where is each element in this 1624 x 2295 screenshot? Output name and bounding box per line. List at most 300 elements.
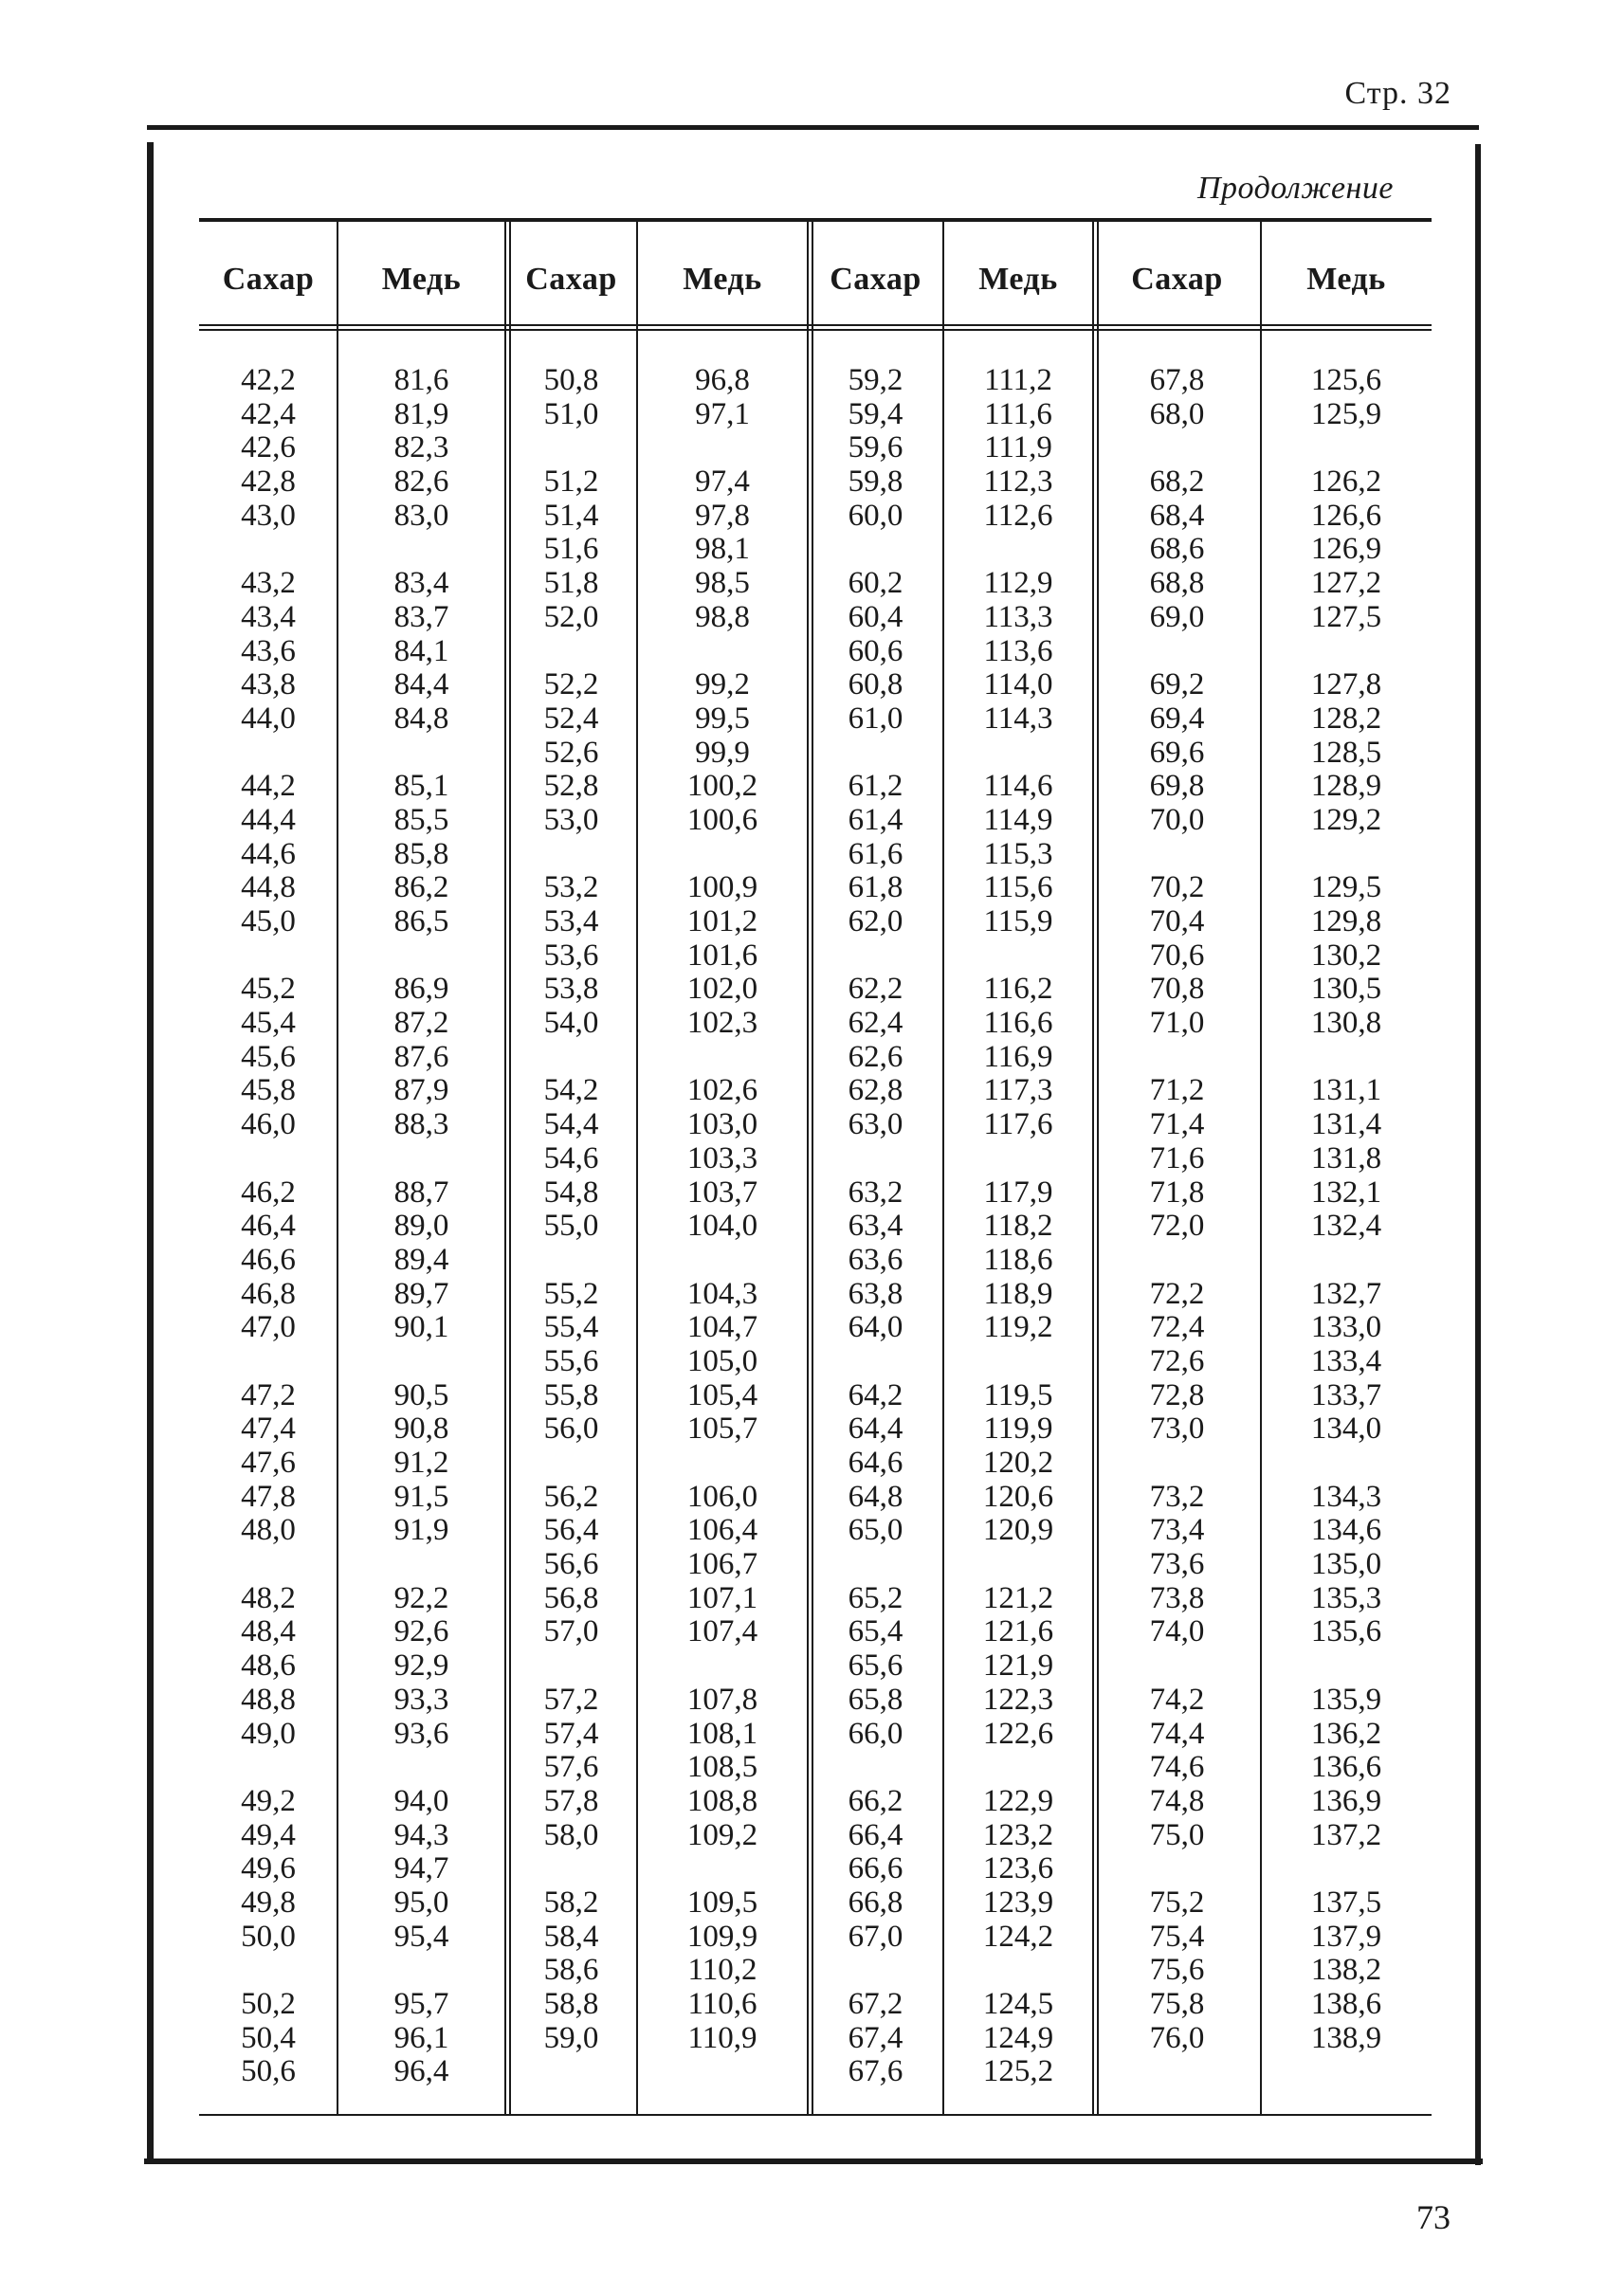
table-cell: 62,8	[848, 1073, 903, 1108]
table-cell: 49,0	[241, 1716, 296, 1751]
table-cell: 71,6	[1149, 1140, 1205, 1175]
table-cell: 118,6	[983, 1242, 1053, 1277]
table-cell: 131,1	[1310, 1073, 1382, 1108]
table-cell: 65,4	[848, 1614, 903, 1649]
table-cell: 120,9	[982, 1513, 1054, 1548]
table-cell: 127,5	[1310, 599, 1382, 634]
table-cell: 65,8	[848, 1682, 903, 1717]
table-cell: 92,2	[393, 1580, 449, 1615]
table-cell: 109,2	[686, 1817, 758, 1852]
table-cell: 43,2	[241, 566, 296, 601]
table-cell: 66,8	[848, 1885, 903, 1920]
table-cell: 89,4	[393, 1242, 449, 1277]
table-cell: 114,9	[983, 802, 1053, 837]
table-cell: 88,3	[393, 1107, 449, 1142]
table-cell: 117,3	[983, 1073, 1053, 1108]
table-cell: 45,6	[241, 1039, 296, 1074]
table-cell: 75,6	[1149, 1953, 1205, 1988]
row-gap	[199, 1751, 338, 1785]
table-cell: 122,6	[982, 1716, 1054, 1751]
table-cell: 94,0	[393, 1783, 449, 1818]
table-cell: 99,2	[695, 667, 750, 702]
table-cell: 52,4	[543, 701, 599, 736]
table-cell: 121,2	[982, 1580, 1054, 1615]
table-cell: 108,8	[686, 1783, 758, 1818]
row-gap	[943, 1548, 1093, 1582]
table-cell: 88,7	[393, 1175, 449, 1210]
table-cell: 73,0	[1149, 1412, 1205, 1447]
table-cell: 75,0	[1149, 1817, 1205, 1852]
column-values	[808, 364, 943, 2089]
table-cell: 55,2	[543, 1276, 599, 1311]
table-column-5	[808, 222, 943, 2114]
table-cell: 57,4	[543, 1716, 599, 1751]
table-cell: 93,3	[393, 1682, 449, 1717]
table-cell: 106,7	[686, 1547, 758, 1582]
table-cell: 66,4	[848, 1817, 903, 1852]
table-cell: 118,2	[983, 1209, 1053, 1244]
table-cell: 71,0	[1149, 1006, 1205, 1041]
frame-top-rule	[147, 125, 1479, 130]
table-cell: 108,1	[686, 1716, 758, 1751]
table-cell: 136,9	[1310, 1783, 1382, 1818]
row-gap	[505, 1649, 637, 1684]
table-cell: 102,0	[686, 972, 758, 1007]
table-cell: 61,2	[848, 769, 903, 804]
table-cell: 50,0	[241, 1919, 296, 1954]
table-cell: 127,2	[1310, 566, 1382, 601]
table-cell: 94,7	[393, 1851, 449, 1886]
table-cell: 129,5	[1310, 870, 1382, 905]
table-cell: 136,2	[1310, 1716, 1382, 1751]
row-gap	[199, 1954, 338, 1988]
table-cell: 123,2	[982, 1817, 1054, 1852]
table-cell: 48,4	[241, 1614, 296, 1649]
table-cell: 111,2	[984, 363, 1052, 397]
table-cell: 67,2	[848, 1987, 903, 2021]
row-gap	[505, 635, 637, 669]
row-gap	[637, 1649, 808, 1684]
table-cell: 132,7	[1310, 1276, 1382, 1311]
table-cell: 110,2	[687, 1953, 757, 1988]
table-cell: 56,8	[543, 1580, 599, 1615]
table-cell: 87,2	[393, 1006, 449, 1041]
table-cell: 136,6	[1310, 1750, 1382, 1785]
table-cell: 50,4	[241, 2020, 296, 2055]
table-cell: 72,6	[1149, 1343, 1205, 1378]
table-cell: 65,0	[848, 1513, 903, 1548]
table-cell: 58,2	[543, 1885, 599, 1920]
table-cell: 104,0	[686, 1209, 758, 1244]
table-cell: 63,0	[848, 1107, 903, 1142]
table-cell: 74,0	[1149, 1614, 1205, 1649]
table-cell: 52,8	[543, 769, 599, 804]
table-cell: 57,8	[543, 1783, 599, 1818]
table-cell: 107,4	[686, 1614, 758, 1649]
table-cell: 56,2	[543, 1479, 599, 1514]
table-cell: 112,9	[983, 566, 1053, 601]
table-cell: 44,0	[241, 701, 296, 736]
table-cell: 85,1	[393, 769, 449, 804]
table-cell: 97,8	[695, 498, 750, 533]
table-cell: 117,6	[983, 1107, 1053, 1142]
table-cell: 60,0	[848, 498, 903, 533]
table-cell: 102,6	[686, 1073, 758, 1108]
table-cell: 118,9	[983, 1276, 1053, 1311]
table-cell: 42,8	[241, 464, 296, 500]
table-cell: 83,0	[393, 498, 449, 533]
table-cell: 127,8	[1310, 667, 1382, 702]
table-cell: 71,8	[1149, 1175, 1205, 1210]
table-cell: 72,4	[1149, 1310, 1205, 1345]
table-cell: 94,3	[393, 1817, 449, 1852]
column-values	[505, 364, 637, 2055]
table-cell: 119,2	[983, 1310, 1053, 1345]
row-gap	[1093, 1649, 1261, 1684]
table-cell: 84,8	[393, 701, 449, 736]
table-cell: 50,2	[241, 1987, 296, 2021]
row-gap	[1261, 1447, 1432, 1481]
table-cell: 133,0	[1310, 1310, 1382, 1345]
table-cell: 49,6	[241, 1851, 296, 1886]
row-gap	[1093, 1852, 1261, 1886]
table-cell: 49,8	[241, 1885, 296, 1920]
table-column-3	[505, 222, 637, 2114]
table-cell: 52,2	[543, 667, 599, 702]
table-cell: 119,5	[983, 1377, 1053, 1412]
table-cell: 117,9	[983, 1175, 1053, 1210]
table-cell: 86,2	[393, 870, 449, 905]
table-cell: 104,7	[686, 1310, 758, 1345]
table-cell: 61,4	[848, 802, 903, 837]
row-gap	[943, 533, 1093, 567]
table-cell: 93,6	[393, 1716, 449, 1751]
table-cell: 74,4	[1149, 1716, 1205, 1751]
table-cell: 50,6	[241, 2054, 296, 2089]
table-cell: 56,0	[543, 1412, 599, 1447]
table-cell: 100,2	[686, 769, 758, 804]
table-cell: 55,6	[543, 1343, 599, 1378]
table-cell: 54,2	[543, 1073, 599, 1108]
row-gap	[1093, 431, 1261, 465]
table-cell: 82,6	[393, 464, 449, 500]
row-gap	[505, 1244, 637, 1278]
table-cell: 116,6	[983, 1006, 1053, 1041]
row-gap	[1261, 1852, 1432, 1886]
table-cell: 106,0	[686, 1479, 758, 1514]
table-cell: 59,8	[848, 464, 903, 500]
column-header: Медь	[683, 262, 762, 297]
table-cell: 68,0	[1149, 396, 1205, 431]
table-cell: 53,4	[543, 904, 599, 938]
table-cell: 121,6	[982, 1614, 1054, 1649]
row-gap	[338, 737, 505, 771]
row-gap	[1261, 635, 1432, 669]
row-gap	[808, 1345, 943, 1379]
row-gap	[808, 1954, 943, 1988]
table-cell: 73,2	[1149, 1479, 1205, 1514]
row-gap	[808, 533, 943, 567]
table-cell: 44,2	[241, 769, 296, 804]
row-gap	[808, 1751, 943, 1785]
row-gap	[199, 939, 338, 974]
table-cell: 98,8	[695, 599, 750, 634]
table-cell: 85,5	[393, 802, 449, 837]
table-cell: 50,8	[543, 363, 599, 397]
row-gap	[338, 1548, 505, 1582]
table-cell: 47,4	[241, 1412, 296, 1447]
table-cell: 72,8	[1149, 1377, 1205, 1412]
table-cell: 59,6	[848, 430, 903, 465]
column-values	[338, 364, 505, 2089]
table-cell: 51,0	[543, 396, 599, 431]
row-gap	[637, 1447, 808, 1481]
table-cell: 121,9	[982, 1648, 1054, 1684]
table-cell: 130,8	[1310, 1006, 1382, 1041]
table-cell: 42,4	[241, 396, 296, 431]
table-cell: 122,9	[982, 1783, 1054, 1818]
table-cell: 53,8	[543, 972, 599, 1007]
table-cell: 48,2	[241, 1580, 296, 1615]
table-cell: 54,8	[543, 1175, 599, 1210]
table-cell: 44,6	[241, 836, 296, 871]
table-cell: 97,1	[695, 396, 750, 431]
row-gap	[199, 533, 338, 567]
table-cell: 55,4	[543, 1310, 599, 1345]
table-cell: 54,0	[543, 1006, 599, 1041]
table-cell: 81,9	[393, 396, 449, 431]
table-cell: 114,3	[983, 701, 1053, 736]
table-column-2	[338, 222, 505, 2114]
row-gap	[637, 635, 808, 669]
row-gap	[637, 838, 808, 872]
table-cell: 59,0	[543, 2020, 599, 2055]
table-cell: 63,6	[848, 1242, 903, 1277]
table-cell: 67,4	[848, 2020, 903, 2055]
page-number: 73	[1416, 2198, 1451, 2236]
table-cell: 105,0	[686, 1343, 758, 1378]
table-cell: 135,3	[1310, 1580, 1382, 1615]
table-cell: 123,9	[982, 1885, 1054, 1920]
table-cell: 47,6	[241, 1446, 296, 1480]
table-cell: 103,3	[686, 1140, 758, 1175]
table-cell: 110,6	[687, 1987, 757, 2021]
table-cell: 54,6	[543, 1140, 599, 1175]
row-gap	[808, 939, 943, 974]
table-cell: 51,6	[543, 532, 599, 567]
table-cell: 112,6	[983, 498, 1053, 533]
table-cell: 100,9	[686, 870, 758, 905]
table-cell: 68,2	[1149, 464, 1205, 500]
table-cell: 97,4	[695, 464, 750, 500]
table-cell: 96,1	[393, 2020, 449, 2055]
table-cell: 130,5	[1310, 972, 1382, 1007]
row-gap	[637, 1852, 808, 1886]
table-cell: 43,0	[241, 498, 296, 533]
table-cell: 130,2	[1310, 938, 1382, 973]
table-cell: 137,2	[1310, 1817, 1382, 1852]
table-cell: 47,0	[241, 1310, 296, 1345]
table-cell: 46,2	[241, 1175, 296, 1210]
column-values	[943, 364, 1093, 2089]
table-cell: 135,6	[1310, 1614, 1382, 1649]
table-cell: 42,2	[241, 363, 296, 397]
table-cell: 122,3	[982, 1682, 1054, 1717]
table-cell: 64,6	[848, 1446, 903, 1480]
table-cell: 68,6	[1149, 532, 1205, 567]
frame-left-rule	[147, 142, 154, 2159]
table-cell: 128,5	[1310, 735, 1382, 770]
table-cell: 52,6	[543, 735, 599, 770]
table-cell: 63,8	[848, 1276, 903, 1311]
table-cell: 58,8	[543, 1987, 599, 2021]
table-cell: 101,2	[686, 904, 758, 938]
table-cell: 72,0	[1149, 1209, 1205, 1244]
row-gap	[637, 1041, 808, 1075]
table-cell: 69,0	[1149, 599, 1205, 634]
row-gap	[338, 939, 505, 974]
table-cell: 133,7	[1310, 1377, 1382, 1412]
table-cell: 134,3	[1310, 1479, 1382, 1514]
table-cell: 46,6	[241, 1242, 296, 1277]
table-cell: 56,6	[543, 1547, 599, 1582]
table-cell: 98,1	[695, 532, 750, 567]
table-cell: 116,9	[983, 1039, 1053, 1074]
table-cell: 84,4	[393, 667, 449, 702]
table-cell: 64,8	[848, 1479, 903, 1514]
table-cell: 110,9	[687, 2020, 757, 2055]
row-gap	[1093, 1041, 1261, 1075]
row-gap	[943, 1954, 1093, 1988]
table-cell: 96,8	[695, 363, 750, 397]
row-gap	[338, 1954, 505, 1988]
table-cell: 69,8	[1149, 769, 1205, 804]
table-cell: 59,2	[848, 363, 903, 397]
table-cell: 55,0	[543, 1209, 599, 1244]
row-gap	[1261, 1041, 1432, 1075]
table-cell: 95,4	[393, 1919, 449, 1954]
table-cell: 98,5	[695, 566, 750, 601]
table-cell: 66,0	[848, 1716, 903, 1751]
row-gap	[808, 1548, 943, 1582]
table-cell: 46,8	[241, 1276, 296, 1311]
table-cell: 113,3	[983, 599, 1053, 634]
column-header: Медь	[381, 262, 462, 297]
table-cell: 69,4	[1149, 701, 1205, 736]
table-cell: 68,8	[1149, 566, 1205, 601]
table-cell: 70,8	[1149, 972, 1205, 1007]
row-gap	[943, 1751, 1093, 1785]
column-header: Медь	[978, 262, 1058, 297]
table-cell: 83,4	[393, 566, 449, 601]
table-cell: 111,6	[984, 396, 1052, 431]
table-cell: 60,2	[848, 566, 903, 601]
table-cell: 73,4	[1149, 1513, 1205, 1548]
row-gap	[637, 431, 808, 465]
table-cell: 107,8	[686, 1682, 758, 1717]
table-cell: 114,0	[983, 667, 1053, 702]
table-cell: 67,8	[1149, 363, 1205, 397]
row-gap	[338, 1142, 505, 1176]
table-cell: 116,2	[983, 972, 1053, 1007]
table-cell: 49,4	[241, 1817, 296, 1852]
table-cell: 64,0	[848, 1310, 903, 1345]
table-cell: 43,6	[241, 633, 296, 668]
table-cell: 62,6	[848, 1039, 903, 1074]
row-gap	[1261, 838, 1432, 872]
table-cell: 66,2	[848, 1783, 903, 1818]
table-cell: 125,6	[1310, 363, 1382, 397]
table-cell: 44,4	[241, 802, 296, 837]
table-cell: 45,8	[241, 1073, 296, 1108]
table-cell: 89,0	[393, 1209, 449, 1244]
table-cell: 46,0	[241, 1107, 296, 1142]
table-cell: 43,4	[241, 599, 296, 634]
table-cell: 48,8	[241, 1682, 296, 1717]
table-cell: 129,8	[1310, 904, 1382, 938]
row-gap	[199, 1345, 338, 1379]
column-values	[199, 364, 338, 2089]
table-cell: 51,2	[543, 464, 599, 500]
table-cell: 70,0	[1149, 802, 1205, 837]
row-gap	[943, 1142, 1093, 1176]
table-cell: 124,9	[982, 2020, 1054, 2055]
table-cell: 138,2	[1310, 1953, 1382, 1988]
table-cell: 129,2	[1310, 802, 1382, 837]
row-gap	[637, 1244, 808, 1278]
row-gap	[338, 1751, 505, 1785]
table-cell: 126,9	[1310, 532, 1382, 567]
table-cell: 86,5	[393, 904, 449, 938]
table-cell: 81,6	[393, 363, 449, 397]
table-cell: 126,6	[1310, 498, 1382, 533]
table-cell: 75,8	[1149, 1987, 1205, 2021]
row-gap	[199, 1142, 338, 1176]
table-cell: 106,4	[686, 1513, 758, 1548]
table-cell: 74,2	[1149, 1682, 1205, 1717]
table-cell: 125,2	[982, 2054, 1054, 2089]
column-header: Сахар	[222, 262, 315, 297]
table-cell: 47,8	[241, 1479, 296, 1514]
row-gap	[1093, 1447, 1261, 1481]
row-gap	[1261, 1244, 1432, 1278]
table-cell: 61,8	[848, 870, 903, 905]
table-cell: 56,4	[543, 1513, 599, 1548]
table-column-1	[199, 222, 338, 2114]
table-cell: 65,2	[848, 1580, 903, 1615]
table-cell: 92,6	[393, 1614, 449, 1649]
frame-bottom-rule	[144, 2158, 1483, 2164]
table-cell: 67,6	[848, 2054, 903, 2089]
column-values	[637, 364, 808, 2055]
table-cell: 112,3	[983, 464, 1053, 500]
table-cell: 46,4	[241, 1209, 296, 1244]
table-cell: 74,6	[1149, 1750, 1205, 1785]
table-cell: 71,4	[1149, 1107, 1205, 1142]
table-cell: 103,7	[686, 1175, 758, 1210]
table-cell: 119,9	[983, 1412, 1053, 1447]
row-gap	[199, 737, 338, 771]
table-cell: 128,9	[1310, 769, 1382, 804]
table-column-7	[1093, 222, 1261, 2114]
table-cell: 124,2	[982, 1919, 1054, 1954]
table-cell: 137,5	[1310, 1885, 1382, 1920]
table-cell: 95,7	[393, 1987, 449, 2021]
table-cell: 91,9	[393, 1513, 449, 1548]
table-cell: 59,4	[848, 396, 903, 431]
table-cell: 75,2	[1149, 1885, 1205, 1920]
table-cell: 138,6	[1310, 1987, 1382, 2021]
